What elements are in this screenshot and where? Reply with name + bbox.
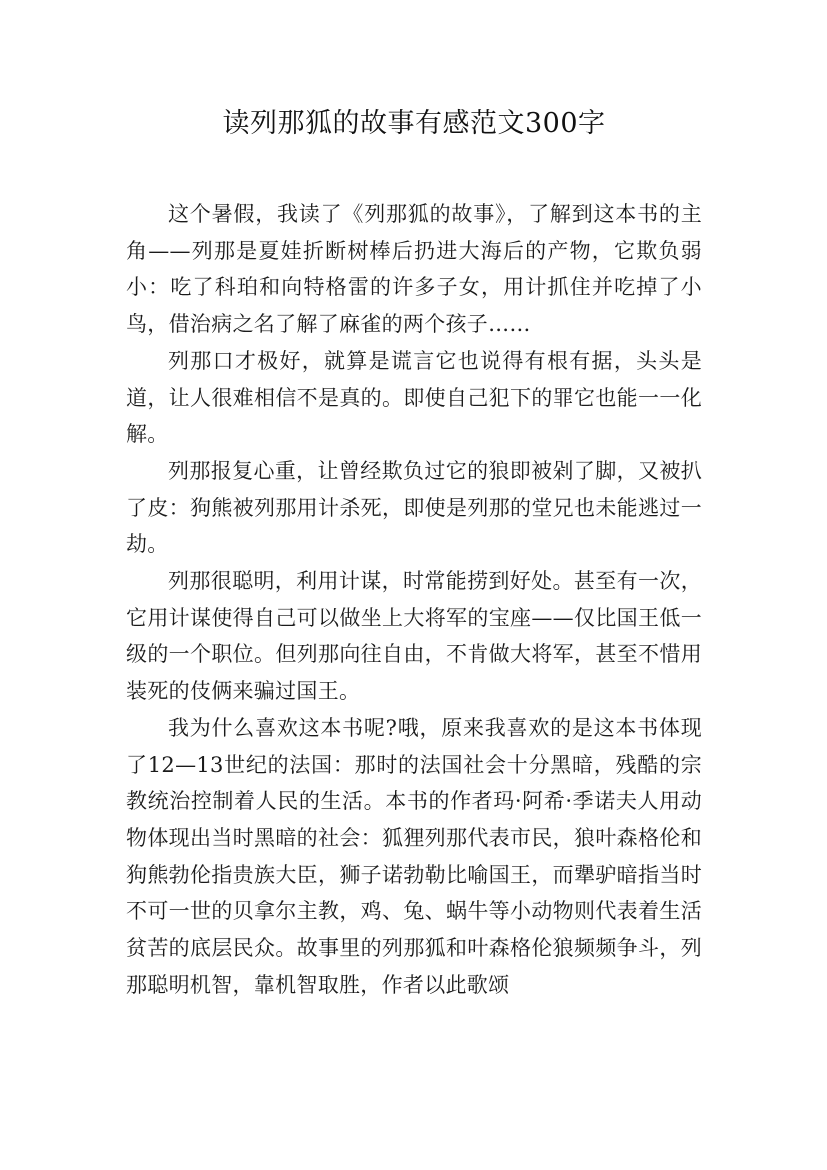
paragraph-5: 我为什么喜欢这本书呢?哦，原来我喜欢的是这本书体现了12—13世纪的法国：那时的法国社会十分黑暗，残酷的宗教统治控制着人民的生活。本书的作者玛·阿希·季诺夫人用动物体现出当时黑暗的社会：狐狸列那代表市民，狼叶森格伦和狗熊勃伦指贵族大臣，狮子诺勃勒比喻国王，而犟驴暗指当时不可一世的贝拿尔主教，鸡、兔、蜗牛等小动物则代表着生活贫苦的底层民众。故事里的列那狐和叶森格伦狼频频争斗，列那聪明机智，靠机智取胜，作者以此歌颂 (126, 715, 702, 997)
document-body (126, 196, 702, 1003)
paragraph-4: 列那很聪明，利用计谋，时常能捞到好处。甚至有一次，它用计谋使得自己可以做坐上大将军的宝座——仅比国王低一级的一个职位。但列那向往自由，不肯做大将军，甚至不惜用装死的伎俩来骗过国王。 (126, 569, 702, 704)
document-title: 读列那狐的故事有感范文300字 (222, 108, 606, 139)
paragraph-1: 这个暑假，我读了《列那狐的故事》，了解到这本书的主角——列那是夏娃折断树棒后扔进大海后的产物，它欺负弱小：吃了科珀和向特格雷的许多子女，用计抓住并吃掉了小鸟，借治病之名了解了麻雀的两个孩子…… (126, 202, 702, 337)
paragraph-3: 列那报复心重，让曾经欺负过它的狼即被剁了脚，又被扒了皮：狗熊被列那用计杀死，即使是列那的堂兄也未能逃过一劫。 (126, 458, 702, 557)
paragraph-2: 列那口才极好，就算是谎言它也说得有根有据，头头是道，让人很难相信不是真的。即使自己犯下的罪它也能一一化解。 (126, 348, 702, 447)
